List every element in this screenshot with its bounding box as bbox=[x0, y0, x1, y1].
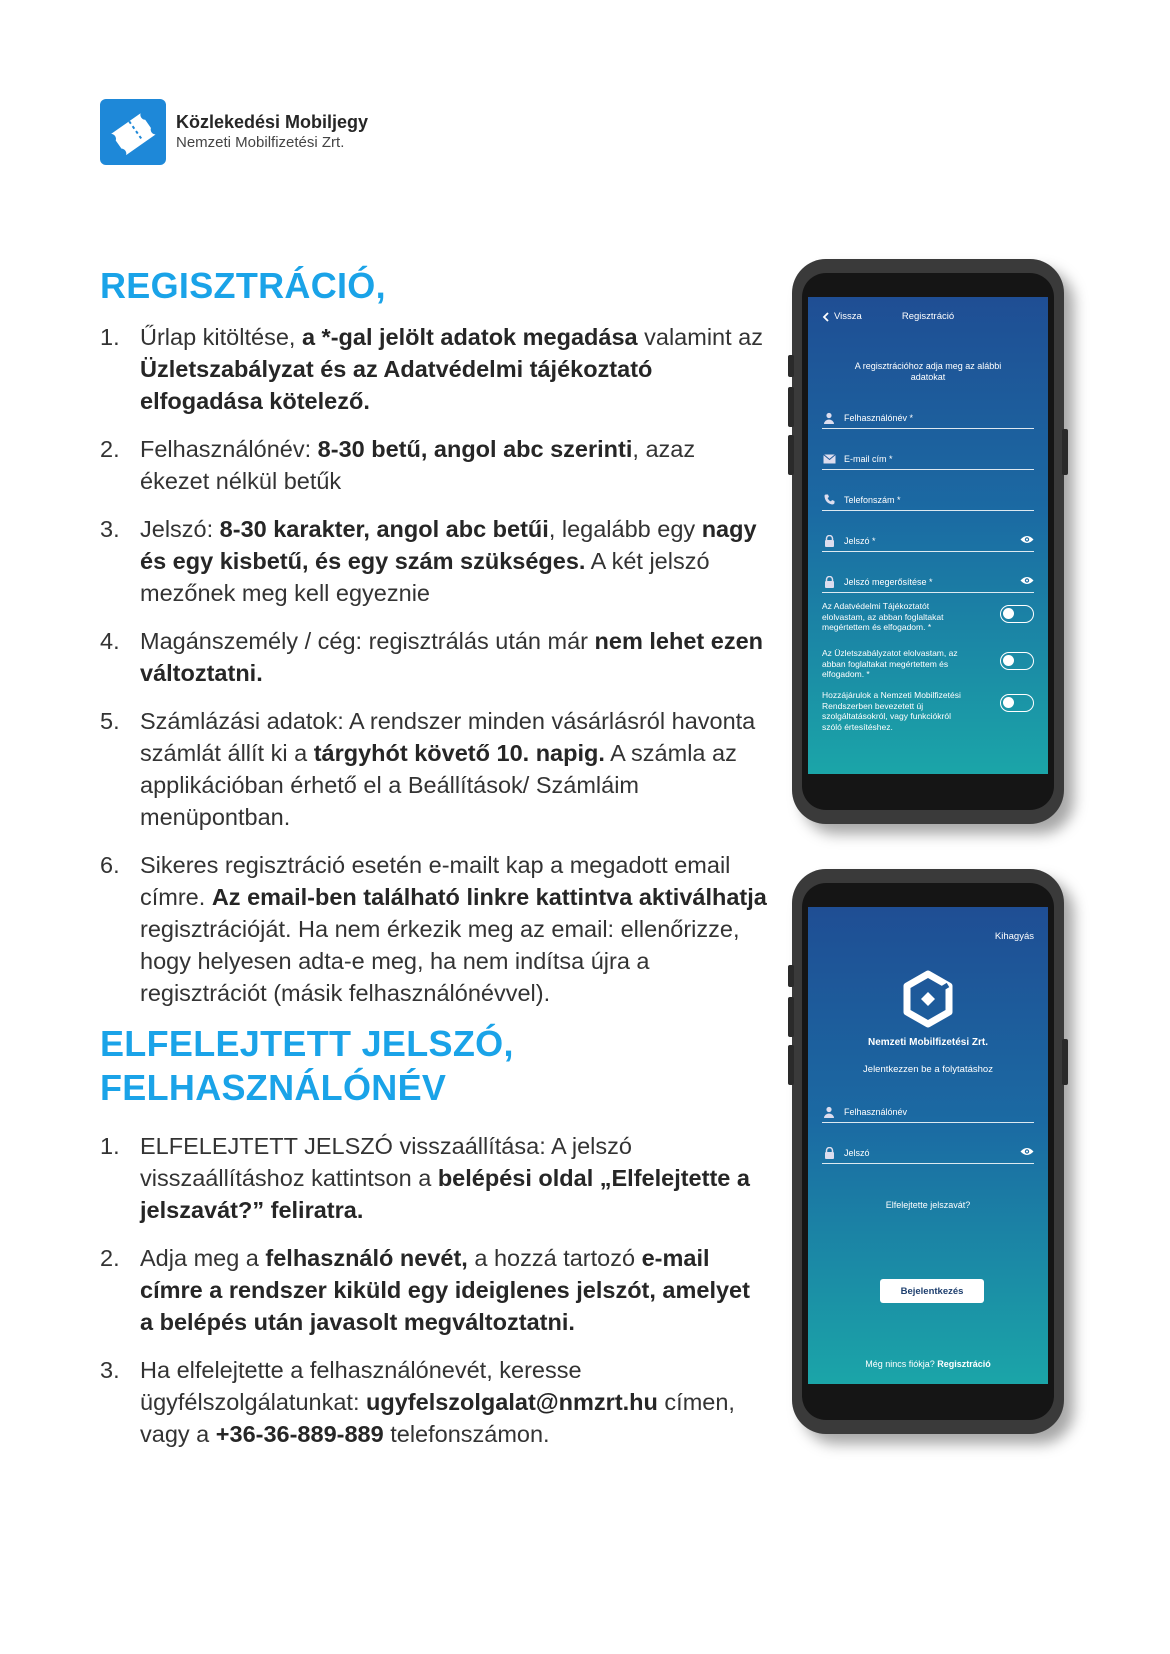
login-password-label: Jelszó bbox=[844, 1147, 870, 1158]
marketing-consent-label: Hozzájárulok a Nemzeti Mobilfizetési Rendszerben bevezetett új szolgáltatásokról, vagy funkciókról szóló értesítéshez. bbox=[822, 690, 961, 732]
company-name: Nemzeti Mobilfizetési Zrt. bbox=[867, 1037, 988, 1048]
body-text: Űrlap kitöltése, bbox=[140, 324, 302, 350]
list-number: 1. bbox=[100, 1133, 120, 1159]
body-text: A számla az applikációban érhető el a Beállítások/ Számláim menüpontban. bbox=[140, 740, 737, 830]
emphasis-text: Az email-ben található linkre kattintva aktiválhatja bbox=[211, 884, 767, 910]
terms-consent-row bbox=[822, 648, 1034, 680]
emphasis-text: nem lehet ezen változtatni. bbox=[140, 628, 764, 686]
body-text: Jelszó: bbox=[140, 516, 220, 542]
eye-icon[interactable] bbox=[1020, 576, 1034, 587]
forgot-heading-line1: ELFELEJTETT JELSZÓ, bbox=[100, 1023, 514, 1064]
emphasis-text: 8-30 betű, angol abc szerinti bbox=[317, 436, 633, 462]
list-number: 6. bbox=[100, 852, 120, 878]
phone-login-mockup bbox=[792, 869, 1064, 1434]
body-text: telefonszámon. bbox=[383, 1421, 550, 1447]
ticket-icon bbox=[100, 99, 166, 165]
forgot-list bbox=[100, 1130, 768, 1466]
mail-icon bbox=[822, 453, 836, 465]
list-number: 3. bbox=[100, 516, 120, 542]
login-screen bbox=[808, 907, 1048, 1384]
emphasis-text: ugyfelszolgalat@nmzrt.hu bbox=[366, 1389, 658, 1415]
list-number: 5. bbox=[100, 708, 120, 734]
body-text: regisztrációját. Ha nem érkezik meg az email: ellenőrizze, hogy helyesen adta-e meg, ha nem indítsa újra a regisztrációt (másik felhasználónévvel). bbox=[140, 916, 740, 1006]
emphasis-text: tárgyhót követő 10. napig. bbox=[313, 740, 605, 766]
list-item bbox=[100, 433, 768, 497]
user-icon bbox=[822, 412, 836, 424]
list-item bbox=[100, 1130, 768, 1226]
marketing-consent-row bbox=[822, 690, 1034, 732]
emphasis-text: Üzletszabályzat és az Adatvédelmi tájékoztató elfogadása kötelező. bbox=[140, 356, 653, 414]
no-account-row bbox=[808, 1359, 1048, 1369]
list-number: 3. bbox=[100, 1357, 120, 1383]
emphasis-text: 8-30 karakter, angol abc betűi bbox=[219, 516, 549, 542]
body-text: valamint az bbox=[637, 324, 763, 350]
terms-consent-toggle[interactable] bbox=[1000, 652, 1034, 670]
eye-icon[interactable] bbox=[1020, 1147, 1034, 1158]
body-text: , legalább egy bbox=[548, 516, 702, 542]
registration-intro: A regisztrációhoz adja meg az alábbi adatokat bbox=[854, 361, 1002, 382]
login-username-label: Felhasználónév bbox=[844, 1106, 908, 1117]
phone-label: Telefonszám * bbox=[844, 494, 901, 505]
list-item bbox=[100, 625, 768, 689]
phone-registration-mockup bbox=[792, 259, 1064, 824]
login-username-field[interactable] bbox=[822, 1101, 1034, 1123]
registration-heading: REGISZTRÁCIÓ, bbox=[100, 265, 386, 306]
brand-subtitle: Nemzeti Mobilfizetési Zrt. bbox=[176, 133, 345, 151]
list-number: 1. bbox=[100, 324, 120, 350]
no-account-text: Még nincs fiókja? bbox=[865, 1359, 935, 1369]
skip-button[interactable]: Kihagyás bbox=[994, 931, 1034, 942]
password-confirm-label: Jelszó megerősítése * bbox=[844, 576, 933, 587]
body-text: Sikeres regisztráció esetén e-mailt kap a megadott email címre. bbox=[140, 852, 731, 910]
body-text: ELFELEJTETT JELSZÓ visszaállítása: A jelszó visszaállításhoz kattintson a bbox=[140, 1133, 632, 1191]
privacy-consent-label: Az Adatvédelmi Tájékoztatót elolvastam, az abban foglaltakat megértettem és elfogadom. * bbox=[822, 601, 944, 632]
username-label: Felhasználónév * bbox=[844, 412, 914, 423]
emphasis-text: a *-gal jelölt adatok megadása bbox=[301, 324, 638, 350]
list-item bbox=[100, 513, 768, 609]
privacy-consent-row bbox=[822, 601, 1034, 633]
username-field[interactable] bbox=[822, 407, 1034, 429]
list-item bbox=[100, 705, 768, 833]
list-number: 2. bbox=[100, 1245, 120, 1271]
body-text: , azaz ékezet nélkül betűk bbox=[140, 436, 696, 494]
login-prompt: Jelentkezzen be a folytatáshoz bbox=[863, 1064, 993, 1075]
back-label: Vissza bbox=[834, 311, 862, 322]
eye-icon[interactable] bbox=[1020, 535, 1034, 546]
emphasis-text: belépési oldal „Elfelejtette a jelszavát?” feliratra. bbox=[140, 1165, 750, 1223]
body-text: Magánszemély / cég: regisztrálás után már bbox=[140, 628, 595, 654]
list-number: 2. bbox=[100, 436, 120, 462]
hexagon-logo-icon bbox=[808, 969, 1048, 1029]
forgot-password-link[interactable]: Elfelejtette jelszavát? bbox=[885, 1200, 971, 1210]
forgot-heading-line2: FELHASZNÁLÓNÉV bbox=[100, 1067, 447, 1108]
brand-logo bbox=[100, 99, 368, 165]
body-text: A két jelszó mezőnek meg kell egyeznie bbox=[140, 548, 710, 606]
password-field[interactable] bbox=[822, 530, 1034, 552]
password-label: Jelszó * bbox=[844, 535, 876, 546]
list-item bbox=[100, 321, 768, 417]
register-link[interactable]: Regisztráció bbox=[937, 1359, 991, 1369]
login-password-field[interactable] bbox=[822, 1142, 1034, 1164]
email-field[interactable] bbox=[822, 448, 1034, 470]
body-text: Adja meg a bbox=[140, 1245, 266, 1271]
screen-title: Regisztráció bbox=[901, 311, 955, 322]
emphasis-text: nagy és egy kisbetű, és egy szám szükséges. bbox=[140, 516, 757, 574]
lock-icon bbox=[822, 1147, 836, 1159]
forgot-heading bbox=[100, 1022, 514, 1110]
body-text: a hozzá tartozó bbox=[467, 1245, 642, 1271]
login-button[interactable]: Bejelentkezés bbox=[880, 1279, 984, 1303]
brand-title: Közlekedési Mobiljegy bbox=[176, 112, 369, 133]
list-number: 4. bbox=[100, 628, 120, 654]
list-item bbox=[100, 849, 768, 1009]
emphasis-text: felhasználó nevét, bbox=[265, 1245, 468, 1271]
body-text: Felhasználónév: bbox=[140, 436, 318, 462]
marketing-consent-toggle[interactable] bbox=[1000, 694, 1034, 712]
list-item bbox=[100, 1242, 768, 1338]
user-icon bbox=[822, 1106, 836, 1118]
list-item bbox=[100, 1354, 768, 1450]
password-confirm-field[interactable] bbox=[822, 571, 1034, 593]
body-text: címen, vagy a bbox=[140, 1389, 735, 1447]
registration-screen bbox=[808, 297, 1048, 774]
phone-field[interactable] bbox=[822, 489, 1034, 511]
privacy-consent-toggle[interactable] bbox=[1000, 605, 1034, 623]
phone-icon bbox=[822, 494, 836, 506]
lock-icon bbox=[822, 576, 836, 588]
lock-icon bbox=[822, 535, 836, 547]
terms-consent-label: Az Üzletszabályzatot elolvastam, az abban foglaltakat megértettem és elfogadom. * bbox=[822, 648, 958, 679]
email-label: E-mail cím * bbox=[844, 453, 893, 464]
emphasis-text: e-mail címre a rendszer kiküld egy ideiglenes jelszót, amelyet a belépés után javasolt megváltoztatni. bbox=[140, 1245, 750, 1335]
body-text: Ha elfelejtette a felhasználónevét, keresse ügyfélszolgálatunkat: bbox=[140, 1357, 582, 1415]
body-text: Számlázási adatok: A rendszer minden vásárlásról havonta számlát állít ki a bbox=[140, 708, 756, 766]
emphasis-text: +36-36-889-889 bbox=[215, 1421, 384, 1447]
registration-list bbox=[100, 321, 768, 1025]
